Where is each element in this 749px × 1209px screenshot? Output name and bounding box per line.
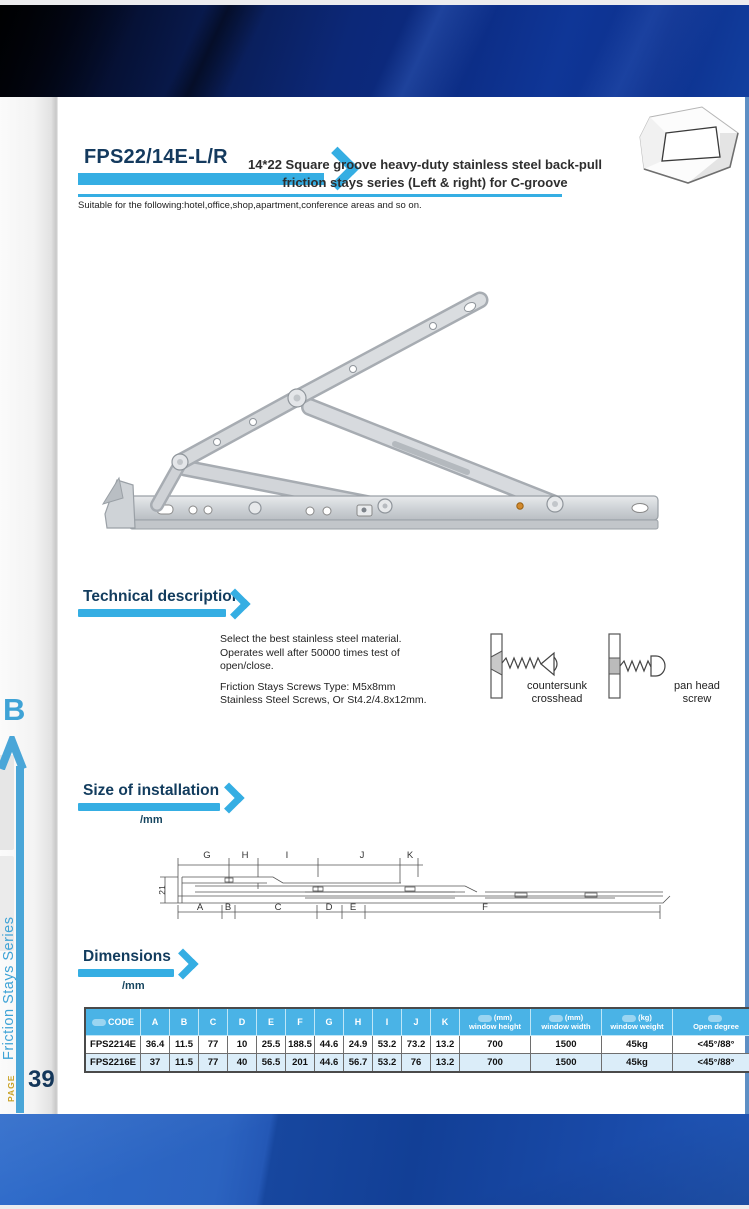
table-cell: 53.2 <box>373 1036 402 1054</box>
table-header: J <box>402 1008 431 1036</box>
header-blob <box>92 1019 106 1026</box>
table-cell: 40 <box>228 1054 257 1073</box>
page-right-edge <box>745 97 749 1114</box>
table-header: C <box>199 1008 228 1036</box>
table-cell: FPS2216E <box>85 1054 141 1073</box>
section-underline-bar <box>78 803 220 811</box>
section-title: Technical description <box>83 588 242 605</box>
dim-label-b: B <box>224 902 232 913</box>
table-cell: 76 <box>402 1054 431 1073</box>
dim-label-i: I <box>285 850 289 861</box>
table-row <box>85 1054 749 1073</box>
table-header: G <box>315 1008 344 1036</box>
table-header: I <box>373 1008 402 1036</box>
dimensions-table-body <box>85 1036 749 1073</box>
sidebar-chevron-up-icon <box>0 736 28 770</box>
dim-label-j: J <box>359 850 365 861</box>
section-letter-badge: B <box>3 692 26 727</box>
dim-label-f: F <box>482 902 488 913</box>
sidebar-series-label: Friction Stays Series <box>1 916 17 1060</box>
table-cell: 25.5 <box>257 1036 286 1054</box>
table-header: H <box>344 1008 373 1036</box>
header-blob <box>549 1015 563 1022</box>
installation-section-header <box>78 782 220 811</box>
table-header: B <box>170 1008 199 1036</box>
bottom-banner <box>0 1114 749 1205</box>
brand-frame-logo <box>632 103 744 188</box>
product-subtitle <box>205 156 645 192</box>
table-cell: 13.2 <box>431 1036 460 1054</box>
installation-dimension-drawing <box>155 846 720 934</box>
technical-paragraph: Select the best stainless steel material. Operates well after 50000 times test of open/close. <box>220 633 402 672</box>
table-cell: FPS2214E <box>85 1036 141 1054</box>
table-header: CODE <box>85 1008 141 1036</box>
table-cell: 53.2 <box>373 1054 402 1073</box>
table-cell: 10 <box>228 1036 257 1054</box>
dimensions-table <box>84 1007 749 1073</box>
screw1-label: countersunk <box>527 680 587 692</box>
dim-label-g: G <box>203 850 211 861</box>
section-title: Size of installation <box>83 782 220 799</box>
product-subtitle-line1: 14*22 Square groove heavy-duty stainless steel back-pull <box>247 157 603 172</box>
header-blob <box>708 1015 722 1022</box>
table-cell: 700 <box>460 1054 531 1073</box>
suitable-note: Suitable for the following:hotel,office,shop,apartment,conference areas and so on. <box>78 200 422 211</box>
page-number: 39 <box>28 1066 55 1093</box>
table-cell: 37 <box>141 1054 170 1073</box>
screw2-label: pan head <box>674 680 720 692</box>
table-cell: 44.6 <box>315 1036 344 1054</box>
table-cell: 201 <box>286 1054 315 1073</box>
sidebar-stripe <box>16 766 24 1113</box>
product-subtitle-line2: friction stays series (Left & right) for C-groove <box>282 175 568 190</box>
screw1-label: crosshead <box>531 693 583 705</box>
table-cell: 188.5 <box>286 1036 315 1054</box>
screws-diagram <box>483 630 745 718</box>
product-code-title: FPS22/14E-L/R <box>84 146 228 168</box>
dimensions-table-wrap <box>84 1007 749 1073</box>
dim-label-h: H <box>241 850 249 861</box>
dim-label-d: D <box>325 902 333 913</box>
dim-label-a: A <box>196 902 204 913</box>
dim-label-e: E <box>349 902 357 913</box>
table-cell: 45kg <box>602 1054 673 1073</box>
table-cell: 11.5 <box>170 1054 199 1073</box>
header-blob <box>622 1015 636 1022</box>
technical-paragraph: Friction Stays Screws Type: M5x8mm Stainless Steel Screws, Or St4.2/4.8x12mm. <box>220 680 427 706</box>
table-header: F <box>286 1008 315 1036</box>
section-underline-bar <box>78 969 174 977</box>
page-label: PAGE <box>6 1074 16 1102</box>
table-cell: 24.9 <box>344 1036 373 1054</box>
table-header: (mm) window width <box>531 1008 602 1036</box>
table-cell: 36.4 <box>141 1036 170 1054</box>
dim-label-k: K <box>406 850 414 861</box>
table-cell: 45kg <box>602 1036 673 1054</box>
table-header: (mm) window height <box>460 1008 531 1036</box>
technical-description-text <box>220 633 435 715</box>
top-banner <box>0 5 749 97</box>
table-cell: 700 <box>460 1036 531 1054</box>
section-underline-bar <box>78 609 226 617</box>
table-cell: <45°/88° <box>673 1054 749 1073</box>
table-cell: 77 <box>199 1036 228 1054</box>
screw2-label: screw <box>682 693 712 705</box>
dimensions-unit-label: /mm <box>122 980 145 992</box>
table-cell: 11.5 <box>170 1036 199 1054</box>
dim-label-21: 21 <box>157 885 167 895</box>
table-cell: 56.5 <box>257 1054 286 1073</box>
table-header: E <box>257 1008 286 1036</box>
section-title: Dimensions <box>83 948 171 965</box>
table-cell: <45°/88° <box>673 1036 749 1054</box>
header-blob <box>478 1015 492 1022</box>
table-header: Open degree <box>673 1008 749 1036</box>
table-cell: 1500 <box>531 1054 602 1073</box>
technical-description-section-header <box>78 588 242 617</box>
table-cell: 56.7 <box>344 1054 373 1073</box>
table-header: D <box>228 1008 257 1036</box>
table-header: K <box>431 1008 460 1036</box>
table-header-row <box>85 1008 749 1036</box>
table-cell: 13.2 <box>431 1054 460 1073</box>
installation-unit-label: /mm <box>140 814 163 826</box>
dimensions-section-header <box>78 948 174 977</box>
product-photo-friction-stay <box>95 272 675 567</box>
table-row <box>85 1036 749 1054</box>
table-cell: 77 <box>199 1054 228 1073</box>
table-cell: 44.6 <box>315 1054 344 1073</box>
divider-line <box>78 194 562 197</box>
table-header: (kg) window weight <box>602 1008 673 1036</box>
table-header: A <box>141 1008 170 1036</box>
table-cell: 1500 <box>531 1036 602 1054</box>
dimensions-table-head <box>85 1008 749 1036</box>
dim-label-c: C <box>274 902 282 913</box>
table-cell: 73.2 <box>402 1036 431 1054</box>
